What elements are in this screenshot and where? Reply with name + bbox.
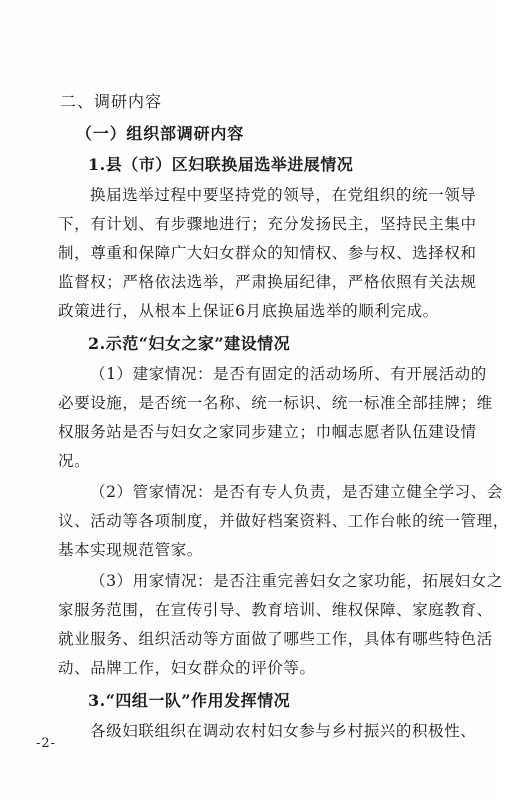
document-body xyxy=(58,86,509,748)
subsection-heading: （一）组织部调研内容 xyxy=(76,124,245,143)
text-line: 动、品牌工作，妇女群众的评价等。 xyxy=(58,659,316,677)
item-heading-3: 3.“四组一队”作用发挥情况 xyxy=(88,691,291,710)
text-line: 必要设施，是否统一名称、统一标识、统一标准全部挂牌；维 xyxy=(58,394,493,412)
paragraph-2-1 xyxy=(58,360,493,476)
text-line: 下，有计划、有步骤地进行；充分发扬民主，坚持民主集中 xyxy=(58,215,477,233)
page-number: -2- xyxy=(36,736,57,751)
paragraph-1 xyxy=(58,181,477,326)
text-line: 议、活动等各项制度，并做好档案资料、工作台帐的统一管理， xyxy=(58,512,509,530)
text-line: 制，尊重和保障广大妇女群众的知情权、参与权、选择权和 xyxy=(58,244,477,262)
text-line: 权服务站是否与妇女之家同步建立；巾帼志愿者队伍建设情 xyxy=(58,423,477,441)
text-line: （1）建家情况：是否有固定的活动场所、有开展活动的 xyxy=(90,365,487,383)
paragraph-2-2 xyxy=(58,478,509,565)
text-line: 换届选举过程中要坚持党的领导，在党组织的统一领导 xyxy=(90,186,477,204)
text-line: 政策进行，从根本上保证6月底换届选举的顺利完成。 xyxy=(58,302,439,320)
text-line: 各级妇联组织在调动农村妇女参与乡村振兴的积极性、 xyxy=(90,722,477,740)
item-heading-2: 2.示范“妇女之家”建设情况 xyxy=(88,334,291,353)
text-line: （3）用家情况：是否注重完善妇女之家功能，拓展妇女之 xyxy=(90,572,503,590)
text-line: 监督权；严格依法选举，严肃换届纪律，严格依照有关法规 xyxy=(58,273,477,291)
text-line: 基本实现规范管家。 xyxy=(58,541,203,559)
section-heading: 二、调研内容 xyxy=(60,92,163,111)
text-line: （2）管家情况：是否有专人负责，是否建立健全学习、会 xyxy=(90,483,503,501)
text-line: 家服务范围，在宣传引导、教育培训、维权保障、家庭教育、 xyxy=(58,601,493,619)
text-line: 况。 xyxy=(58,452,91,470)
paragraph-3 xyxy=(58,717,477,746)
paragraph-2-3 xyxy=(58,567,503,683)
item-heading-1: 1.县（市）区妇联换届选举进展情况 xyxy=(88,155,354,174)
text-line: 就业服务、组织活动等方面做了哪些工作，具体有哪些特色活 xyxy=(58,630,493,648)
